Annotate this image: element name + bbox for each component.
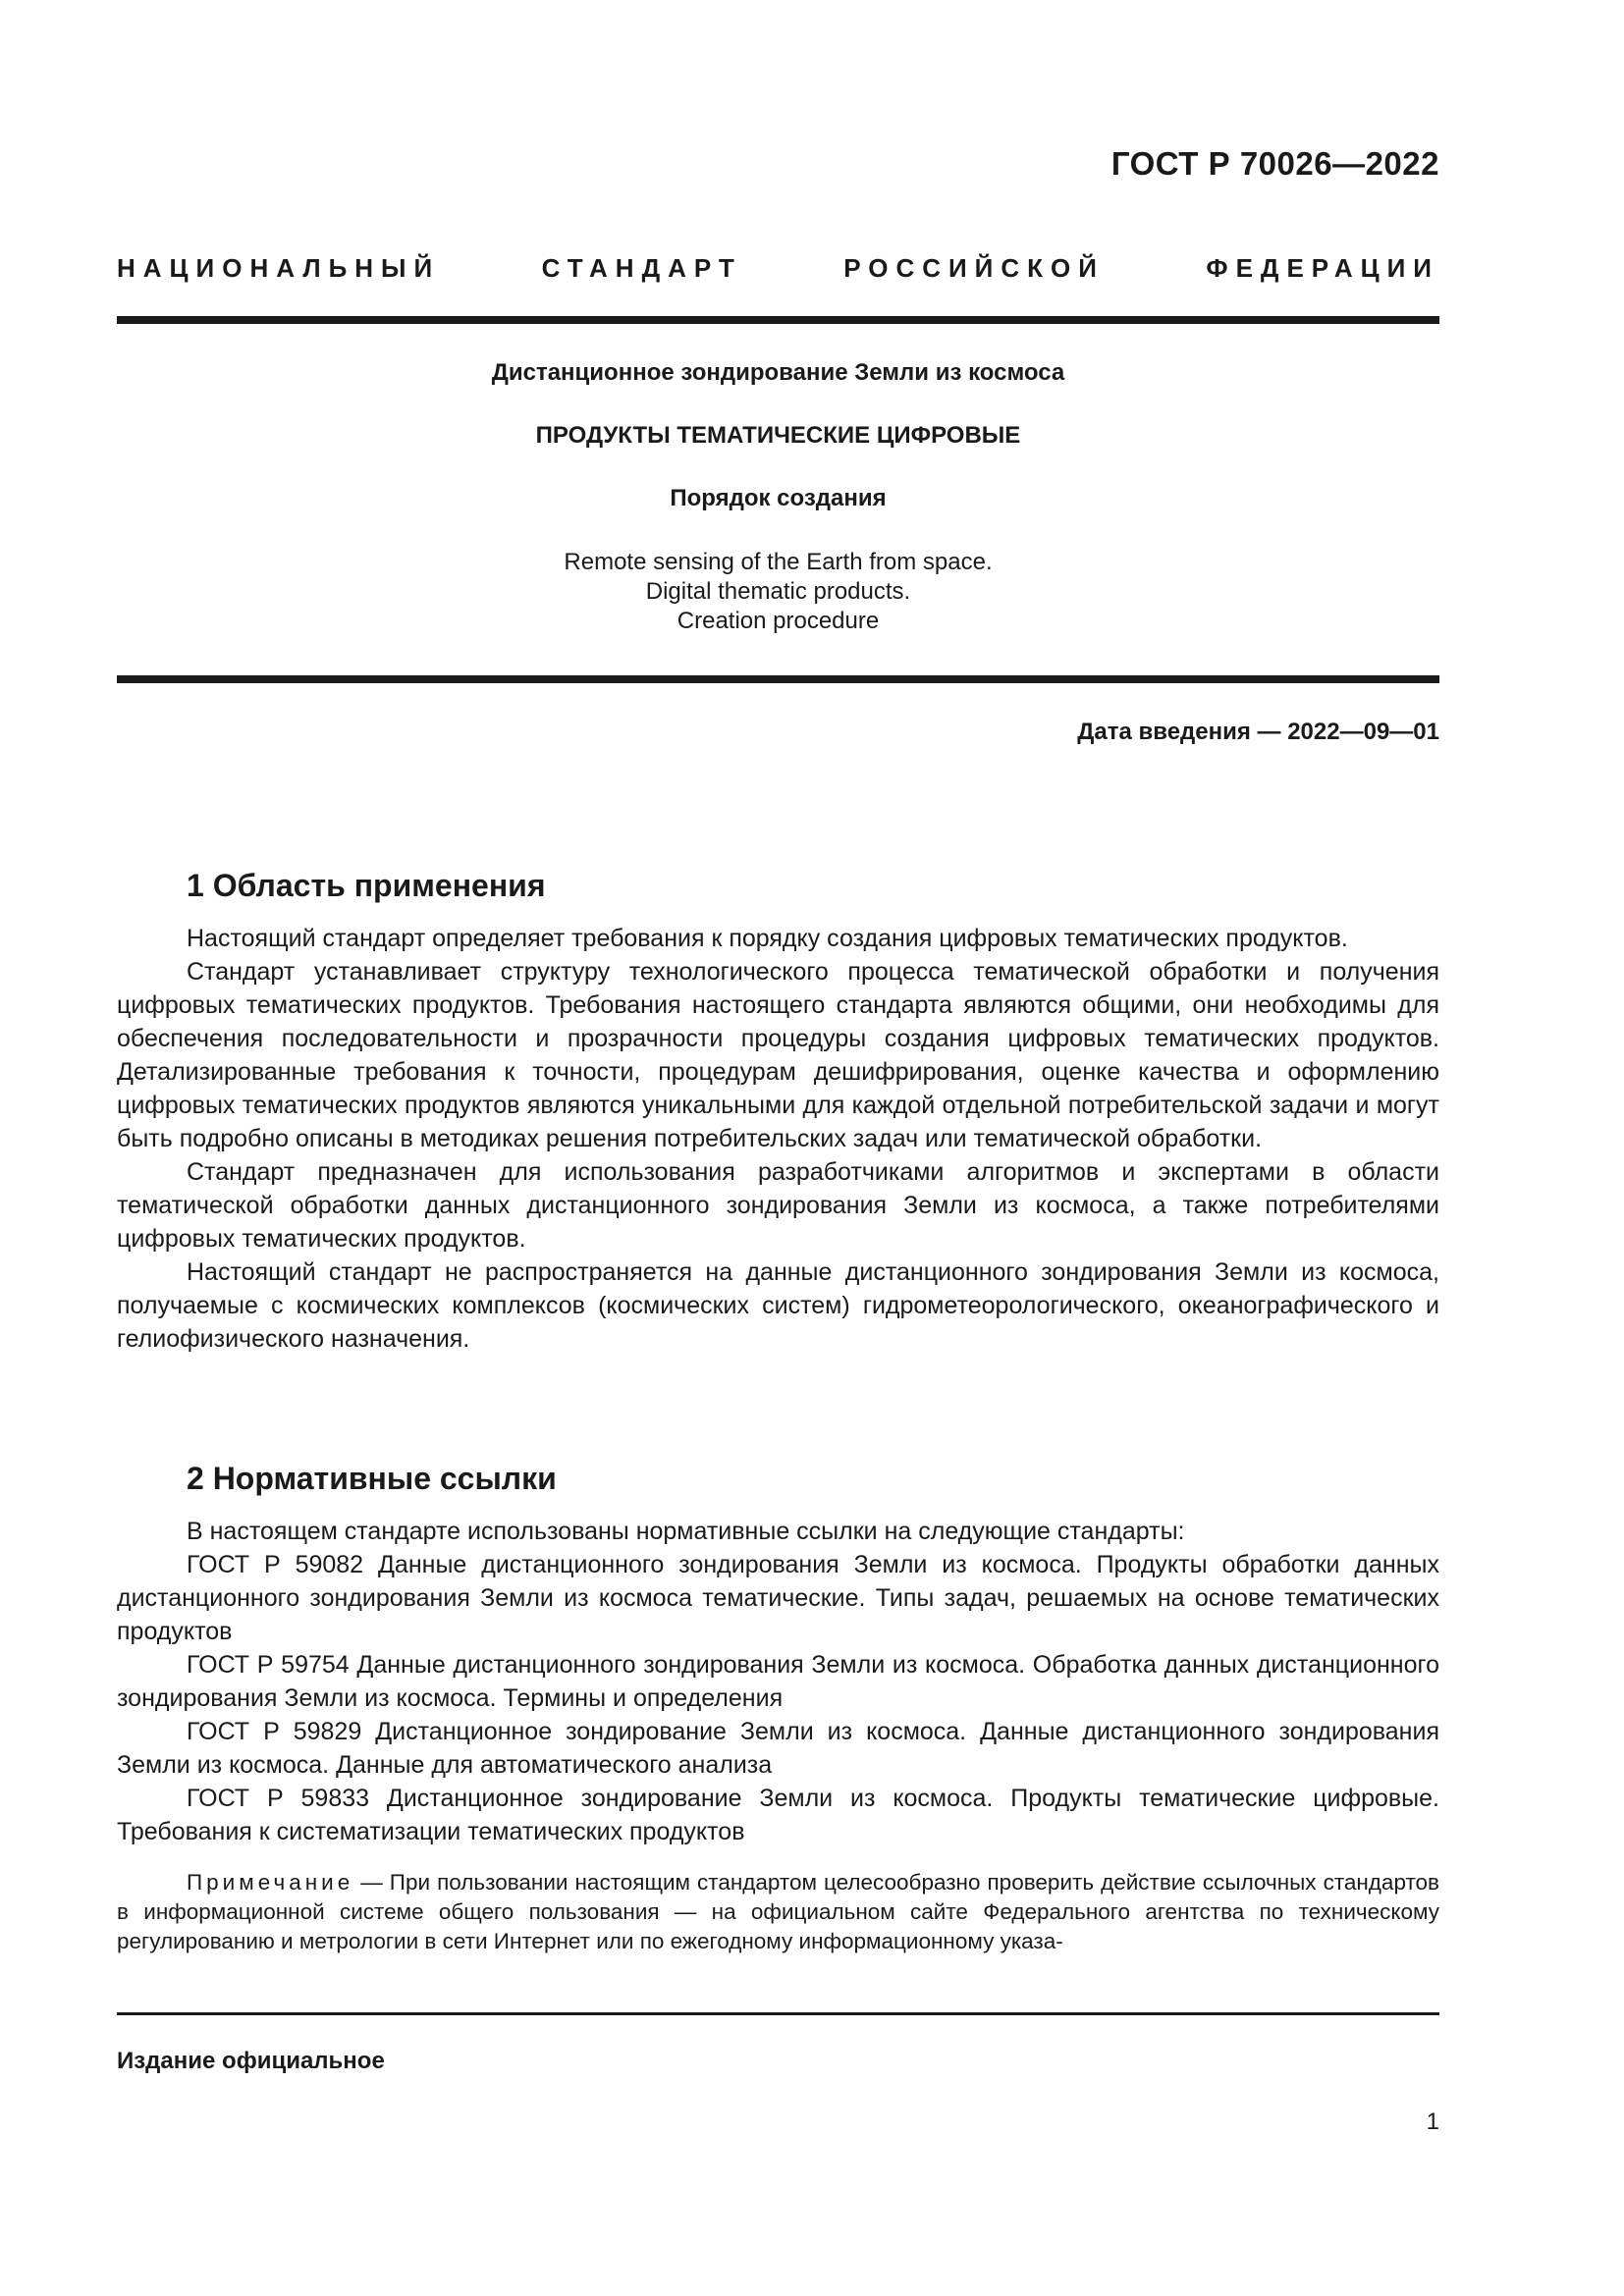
edition-label: Издание официальное (117, 2048, 385, 2074)
top-rule (117, 316, 1439, 324)
title-ru-line2: ПРОДУКТЫ ТЕМАТИЧЕСКИЕ ЦИФРОВЫЕ (535, 422, 1021, 449)
section-heading: 2 Нормативные ссылки (187, 1461, 557, 1496)
reference-item: ГОСТ Р 59082 Данные дистанционного зондирования Земли из космоса. Продукты обработки данных дистанционного зондирования Земли из космоса тематические. Типы задач, решаемых на основе тематических продуктов (117, 1551, 1439, 1645)
page-number: 1 (1426, 2109, 1439, 2135)
title-en-line: Digital thematic products. (645, 578, 911, 605)
reference-item: ГОСТ Р 59833 Дистанционное зондирование Земли из космоса. Продукты тематические цифровые. Требования к систематизации тематических продуктов (117, 1785, 1439, 1845)
section-normative-references (117, 1461, 1439, 1956)
reference-item: ГОСТ Р 59829 Дистанционное зондирование Земли из космоса. Данные дистанционного зондирования Земли из космоса. Данные для автоматического анализа (117, 1718, 1439, 1779)
national-standard-banner: НАЦИОНАЛЬНЫЙ СТАНДАРТ РОССИЙСКОЙ ФЕДЕРАЦИИ (117, 253, 1439, 283)
middle-rule (117, 675, 1439, 683)
paragraph: Настоящий стандарт определяет требования к порядку создания цифровых тематических продуктов. (187, 925, 1348, 952)
reference-item: ГОСТ Р 59754 Данные дистанционного зондирования Земли из космоса. Обработка данных дистанционного зондирования Земли из космоса. Термины и определения (117, 1651, 1439, 1712)
note-label: Примечание (187, 1870, 354, 1895)
title-en-line: Remote sensing of the Earth from space. (564, 549, 993, 575)
paragraph: В настоящем стандарте использованы нормативные ссылки на следующие стандарты: (187, 1518, 1185, 1545)
introduction-date: Дата введения — 2022—09—01 (1077, 719, 1439, 745)
paragraph: Стандарт устанавливает структуру технологического процесса тематической обработки и получения цифровых тематических продуктов. Требования настоящего стандарта являются общими, они необходимы для обеспечения последовательности и прозрачности процедуры создания цифровых тематических продуктов. Детализированные требования к точности, процедурам дешифрирования, оценке качества и оформлению цифровых тематических продуктов являются уникальными для каждой отдельной потребительской задачи и могут быть подробно описаны в методиках решения потребительских задач или тематической обработки. (117, 958, 1439, 1152)
title-ru-line3: Порядок создания (670, 485, 887, 511)
section-heading: 1 Область применения (187, 868, 546, 903)
paragraph: Стандарт предназначен для использования разработчиками алгоритмов и экспертами в области тематической обработки данных дистанционного зондирования Земли из космоса, а также потребителями цифровых тематических продуктов. (117, 1158, 1439, 1253)
document-code: ГОСТ Р 70026—2022 (1110, 145, 1439, 182)
paragraph: Настоящий стандарт не распространяется на данные дистанционного зондирования Земли из космоса, получаемые с космических комплексов (космических систем) гидрометеорологического, океанографического и гелиофизического назначения. (117, 1258, 1439, 1353)
note (117, 1868, 1439, 1956)
note-text: — При пользовании настоящим стандартом целесообразно проверить действие ссылочных стандартов в информационной системе общего пользования — на официальном сайте Федерального агентства по техническому регулированию и метрологии в сети Интернет или по ежегодному информационному указа- (117, 1870, 1439, 1953)
section-scope (117, 868, 1439, 1356)
title-en (117, 548, 1439, 636)
title-en-line: Creation procedure (677, 608, 880, 634)
title-ru-line1: Дистанционное зондирование Земли из космоса (491, 359, 1065, 386)
footer-rule (117, 2012, 1439, 2015)
